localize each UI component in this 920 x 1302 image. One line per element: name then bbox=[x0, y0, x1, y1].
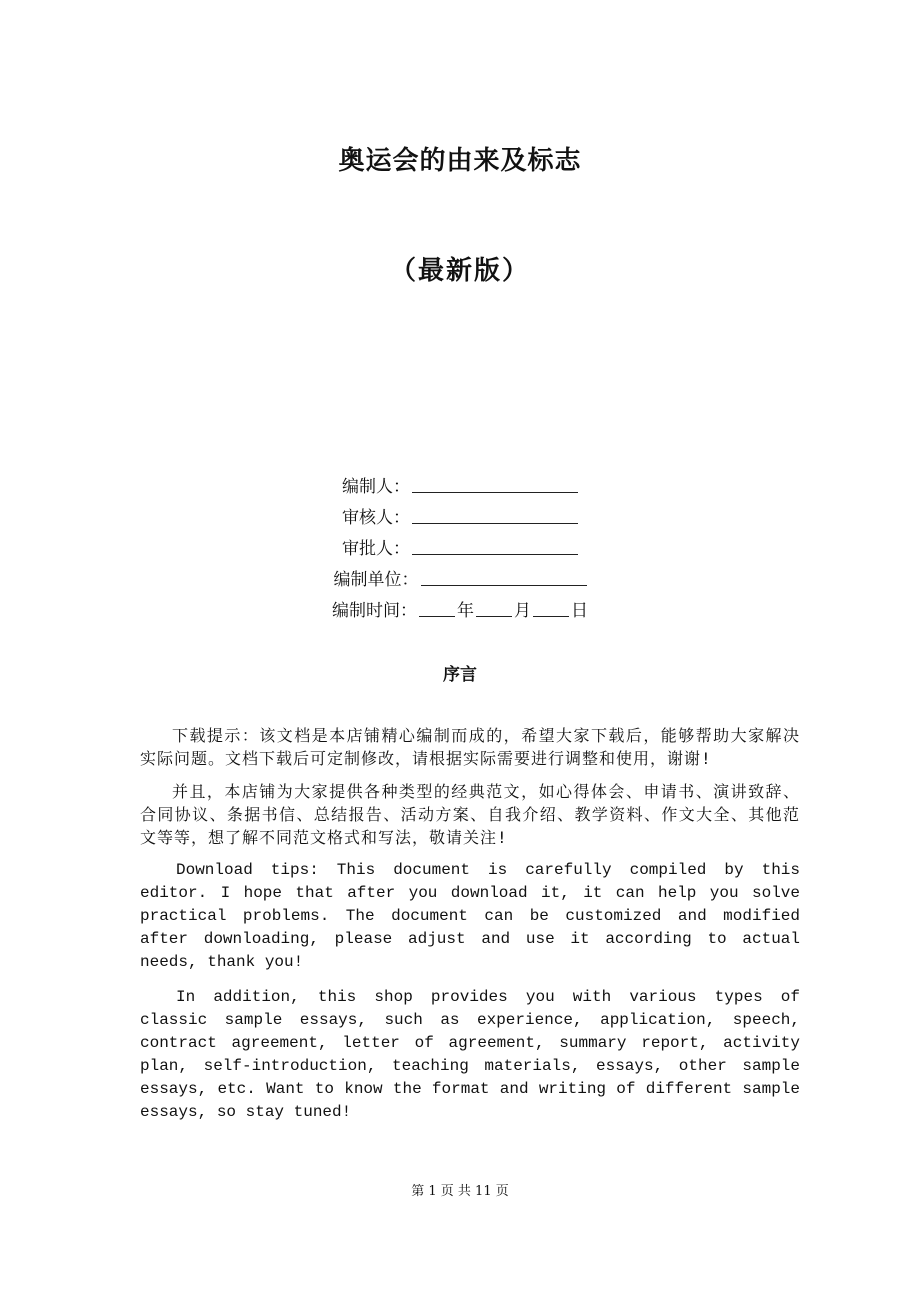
reviewer-label: 审核人： bbox=[342, 508, 410, 528]
time-label: 编制时间： bbox=[332, 601, 417, 621]
preface-heading: 序言 bbox=[443, 665, 477, 685]
info-block bbox=[0, 472, 920, 627]
preface-body bbox=[140, 724, 800, 1136]
compiler-field[interactable] bbox=[412, 472, 578, 493]
time-row bbox=[0, 596, 920, 627]
year-label: 年 bbox=[457, 601, 474, 621]
compiler-label: 编制人： bbox=[342, 477, 410, 497]
unit-row bbox=[0, 565, 920, 596]
preface-paragraph-4: In addition, this shop provides you with various types of classic sample essays, such as experience, application, speech, contract agreement, letter of agreement, summary report, activity plan, self-introduction, teaching materials, essays, other sample essays, etc. Want to know the format and writing of different sample essays, so stay tuned! bbox=[140, 988, 800, 1121]
month-field[interactable] bbox=[476, 596, 512, 617]
approver-label: 审批人： bbox=[342, 539, 410, 559]
approver-row bbox=[0, 534, 920, 565]
reviewer-field[interactable] bbox=[412, 503, 578, 524]
page-footer: 第 1 页 共 11 页 bbox=[411, 1184, 509, 1199]
day-field[interactable] bbox=[533, 596, 569, 617]
approver-field[interactable] bbox=[412, 534, 578, 555]
preface-paragraph-1: 下载提示：该文档是本店铺精心编制而成的，希望大家下载后，能够帮助大家解决实际问题。文档下载后可定制修改，请根据实际需要进行调整和使用，谢谢! bbox=[140, 726, 800, 768]
compiler-row bbox=[0, 472, 920, 503]
preface-paragraph-2: 并且，本店铺为大家提供各种类型的经典范文，如心得体会、申请书、演讲致辞、合同协议、条据书信、总结报告、活动方案、自我介绍、教学资料、作文大全、其他范文等等，想了解不同范文格式和写法，敬请关注! bbox=[140, 782, 800, 847]
year-field[interactable] bbox=[419, 596, 455, 617]
reviewer-row bbox=[0, 503, 920, 534]
month-label: 月 bbox=[514, 601, 531, 621]
document-title: 奥运会的由来及标志 bbox=[338, 146, 582, 176]
day-label: 日 bbox=[571, 601, 588, 621]
unit-field[interactable] bbox=[421, 565, 587, 586]
preface-paragraph-3: Download tips: This document is carefully compiled by this editor. I hope that after you download it, it can help you solve practical problems. The document can be customized and modified after downloading, please adjust and use it according to actual needs, thank you! bbox=[140, 861, 800, 971]
document-subtitle: （最新版） bbox=[389, 256, 530, 286]
unit-label: 编制单位： bbox=[333, 570, 419, 590]
